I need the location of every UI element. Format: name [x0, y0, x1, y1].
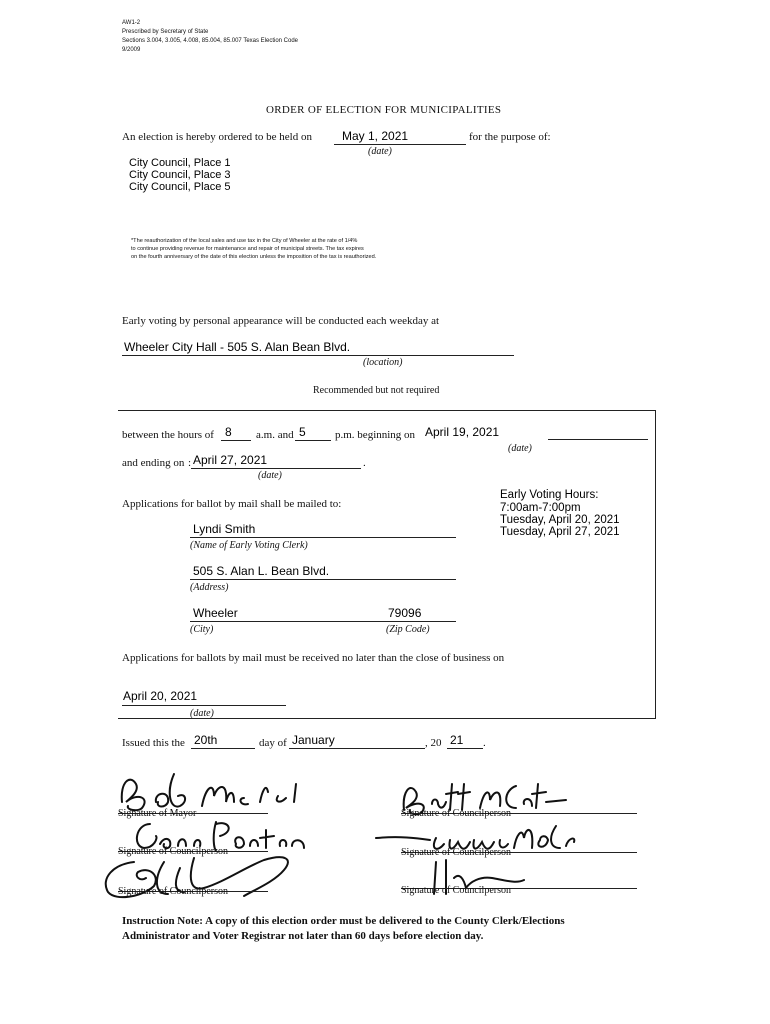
- purpose-item: City Council, Place 1: [129, 157, 231, 169]
- issued-year-prefix: , 20: [425, 737, 442, 749]
- prescribed-by: Prescribed by Secretary of State: [122, 29, 209, 35]
- voting-hours-times: 7:00am-7:00pm: [500, 502, 581, 514]
- city-caption: (City): [190, 624, 214, 635]
- issued-year: 21: [450, 733, 464, 747]
- early-voting-location: Wheeler City Hall - 505 S. Alan Bean Blvd.: [124, 340, 351, 354]
- issued-month: January: [292, 733, 335, 747]
- councilperson-signature-label: Signature of Councilperson: [401, 847, 511, 858]
- begin-date-caption: (date): [508, 443, 532, 454]
- location-caption: (location): [363, 357, 403, 368]
- ending-prefix: and ending on: [122, 457, 185, 469]
- instruction-note: Instruction Note: A copy of this election order must be delivered to the County Clerk/Elections: [122, 915, 565, 927]
- issued-period: .: [483, 737, 486, 749]
- election-date: May 1, 2021: [342, 129, 409, 143]
- election-suffix: for the purpose of:: [469, 131, 551, 143]
- mayor-signature-label: Signature of Mayor: [118, 808, 197, 819]
- councilperson-signature-label: Signature of Councilperson: [118, 886, 228, 897]
- deadline-text: Applications for ballots by mail must be received no later than the close of business on: [122, 652, 505, 664]
- start-hour: 8: [225, 425, 232, 439]
- councilperson-signature-label: Signature of Councilperson: [401, 885, 511, 896]
- end-date: April 27, 2021: [193, 453, 268, 467]
- purpose-item: City Council, Place 5: [129, 181, 231, 193]
- issued-day: 20th: [194, 733, 218, 747]
- early-voting-intro: Early voting by personal appearance will be conducted each weekday at: [122, 315, 440, 327]
- form-id: AW1-2: [122, 20, 141, 26]
- mail-city: Wheeler: [193, 606, 238, 620]
- clerk-caption: (Name of Early Voting Clerk): [190, 540, 308, 551]
- begin-date: April 19, 2021: [425, 425, 500, 439]
- councilperson-signature-label: Signature of Councilperson: [118, 846, 228, 857]
- deadline-date: April 20, 2021: [123, 689, 198, 703]
- pm-label: p.m. beginning on: [335, 429, 416, 441]
- revision-date: 9/2009: [122, 47, 141, 53]
- zip-caption: (Zip Code): [386, 624, 430, 635]
- councilperson-signature-label: Signature of Councilperson: [401, 808, 511, 819]
- voting-day: Tuesday, April 27, 2021: [500, 526, 620, 538]
- election-prefix: An election is hereby ordered to be held on: [122, 131, 312, 143]
- purpose-item: City Council, Place 3: [129, 169, 231, 181]
- mail-zip: 79096: [388, 606, 422, 620]
- hours-prefix: between the hours of: [122, 429, 214, 441]
- election-date-caption: (date): [368, 146, 392, 157]
- voting-day: Tuesday, April 20, 2021: [500, 514, 620, 526]
- tax-note-line: to continue providing revenue for maintenance and repair of municipal streets. The tax expires: [131, 246, 364, 252]
- deadline-caption: (date): [190, 708, 214, 719]
- instruction-note: Administrator and Voter Registrar not later than 60 days before election day.: [122, 930, 484, 942]
- clerk-name: Lyndi Smith: [193, 522, 256, 536]
- recommended-note: Recommended but not required: [313, 385, 440, 396]
- end-date-caption: (date): [258, 470, 282, 481]
- voting-hours-title: Early Voting Hours:: [500, 489, 599, 501]
- code-sections: Sections 3.004, 3.005, 4.008, 85.004, 85.007 Texas Election Code: [122, 38, 299, 44]
- am-label: a.m. and: [256, 429, 294, 441]
- mail-address: 505 S. Alan L. Bean Blvd.: [193, 564, 330, 578]
- ballot-mail-intro: Applications for ballot by mail shall be mailed to:: [122, 498, 342, 510]
- address-caption: (Address): [190, 582, 229, 593]
- end-hour: 5: [299, 425, 306, 439]
- tax-note-line: *The reauthorization of the local sales and use tax in the City of Wheeler at the rate of 1/4%: [131, 238, 358, 244]
- page-title: ORDER OF ELECTION FOR MUNICIPALITIES: [266, 104, 502, 116]
- issued-day-of: day of: [259, 737, 287, 749]
- tax-note-line: on the fourth anniversary of the date of this election unless the imposition of the tax is reauthorized.: [131, 254, 377, 260]
- issued-prefix: Issued this the: [122, 737, 185, 749]
